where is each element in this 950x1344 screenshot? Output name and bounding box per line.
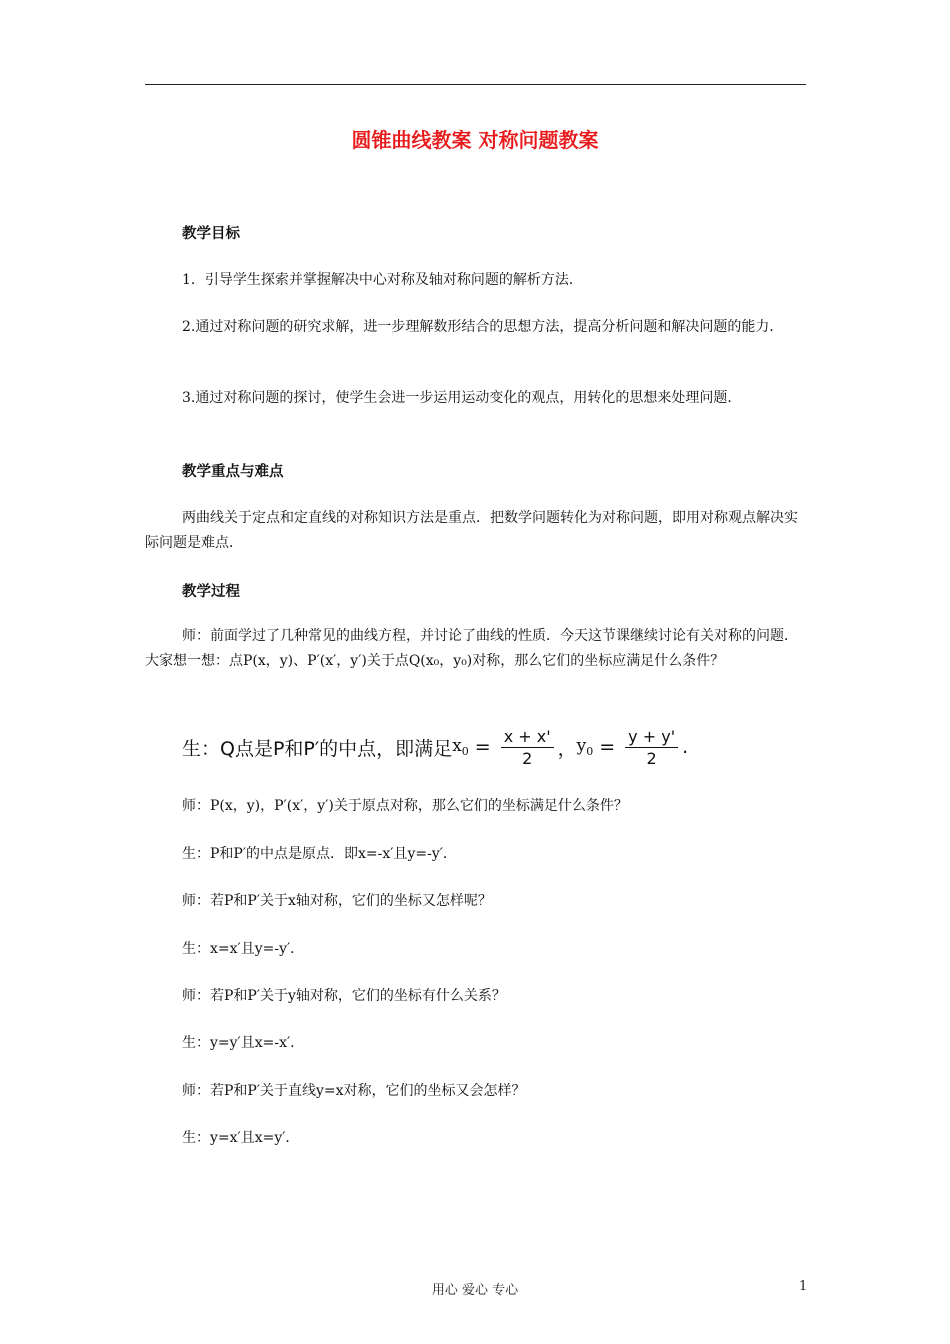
formula-separator: ，	[557, 737, 577, 760]
fraction-y-numerator: y + y'	[625, 727, 678, 748]
goal-3: 3.通过对称问题的探讨，使学生会进一步运用运动变化的观点，用转化的思想来处理问题．	[182, 390, 742, 406]
dialogue-line: 生：x=x′且y=-y′．	[182, 941, 305, 957]
dialogue-line: 生：P和P′的中点是原点．即x=-x′且y=-y′．	[182, 846, 457, 862]
dialogue-line: 师：P(x，y)，P′(x′，y′)关于原点对称，那么它们的坐标满足什么条件？	[182, 798, 628, 814]
goal-1: 1．引导学生探索并掌握解决中心对称及轴对称问题的解析方法．	[182, 272, 583, 288]
formula-prefix: 生：Q点是P和P′的中点，即满足	[182, 737, 453, 760]
goal-2: 2.通过对称问题的研究求解，进一步理解数形结合的思想方法，提高分析问题和解决问题的能力．	[182, 319, 784, 335]
page-title: 圆锥曲线教案 对称问题教案	[351, 128, 599, 152]
fraction-x-numerator: x + x'	[501, 727, 554, 748]
formula-end: .	[682, 736, 689, 758]
equals-sign: =	[474, 736, 491, 758]
key-text: 两曲线关于定点和定直线的对称知识方法是重点．把数学问题转化为对称问题，即用对称观点解决实际问题是难点．	[145, 510, 798, 551]
key-heading: 教学重点与难点	[182, 464, 284, 480]
dialogue-line: 师：若P和P′关于x轴对称，它们的坐标又怎样呢？	[182, 893, 492, 909]
fraction-x	[501, 727, 554, 768]
dialogue-line: 生：y=x′且x=y′．	[182, 1130, 300, 1146]
dialogue-line: 师：若P和P′关于直线y=x对称，它们的坐标又会怎样？	[182, 1083, 526, 1099]
midpoint-formula	[182, 722, 688, 772]
formula-x0: $x_0$	[452, 736, 469, 758]
dialogue-line: 生：y=y′且x=-x′．	[182, 1035, 305, 1051]
fraction-y-denominator: 2	[646, 748, 657, 768]
header-rule	[145, 84, 806, 85]
dialogue-line: 师：若P和P′关于y轴对称，它们的坐标有什么关系？	[182, 988, 506, 1004]
goals-heading: 教学目标	[182, 226, 240, 242]
equals-sign: =	[599, 736, 616, 758]
page-number: 1	[799, 1279, 808, 1294]
fraction-y	[625, 727, 678, 768]
footer-slogan: 用心 爱心 专心	[431, 1283, 519, 1298]
process-heading: 教学过程	[182, 584, 240, 600]
formula-y0: $y_0$	[576, 736, 594, 758]
process-intro: 师：前面学过了几种常见的曲线方程，并讨论了曲线的性质．今天这节课继续讨论有关对称的问题．大家想一想：点P(x，y)、P′(x′，y′)关于点Q(x₀，y₀)对称，那么它们的坐标应满足什么条件？	[145, 628, 798, 669]
fraction-x-denominator: 2	[522, 748, 533, 768]
